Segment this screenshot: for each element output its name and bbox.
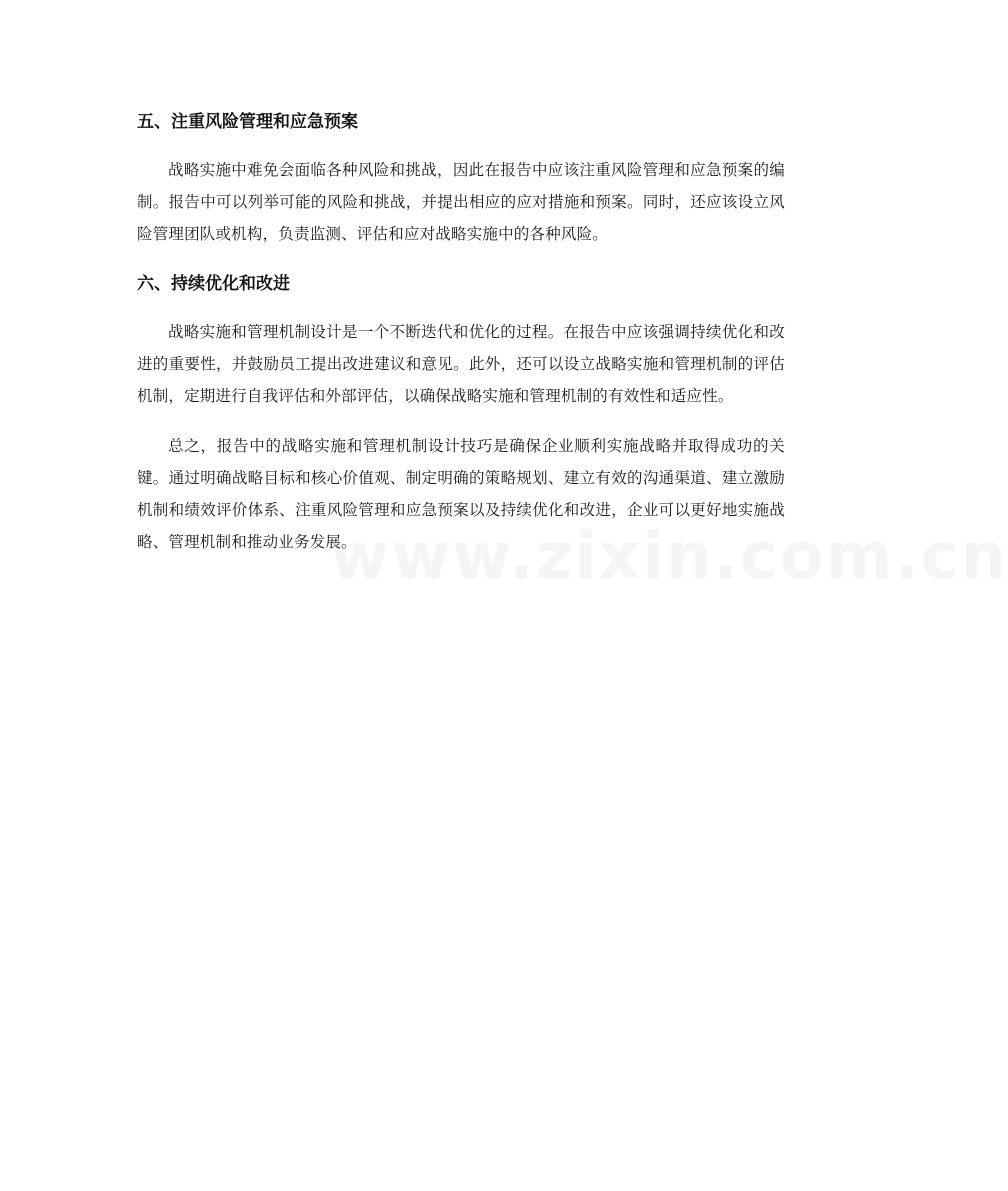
conclusion-paragraph: 总之，报告中的战略实施和管理机制设计技巧是确保企业顺利实施战略并取得成功的关键。通过明确战略目标和核心价值观、制定明确的策略规划、建立有效的沟通渠道、建立激励机制和绩效评价体系、注重风险管理和应急预案以及持续优化和改进，企业可以更好地实施战略、管理机制和推动业务发展。: [137, 437, 785, 551]
watermark: www.zixin.com.cn: [330, 520, 1008, 594]
section-heading-5: 五、注重风险管理和应急预案: [137, 112, 358, 132]
section-paragraph-5: 战略实施中难免会面临各种风险和挑战，因此在报告中应该注重风险管理和应急预案的编制。报告中可以列举可能的风险和挑战，并提出相应的应对措施和预案。同时，还应该设立风险管理团队或机构，负责监测、评估和应对战略实施中的各种风险。: [137, 161, 785, 243]
section-heading-6: 六、持续优化和改进: [137, 274, 290, 294]
document-body: [137, 106, 785, 578]
section-paragraph-6: 战略实施和管理机制设计是一个不断迭代和优化的过程。在报告中应该强调持续优化和改进的重要性，并鼓励员工提出改进建议和意见。此外，还可以设立战略实施和管理机制的评估机制，定期进行自我评估和外部评估，以确保战略实施和管理机制的有效性和适应性。: [137, 323, 785, 405]
